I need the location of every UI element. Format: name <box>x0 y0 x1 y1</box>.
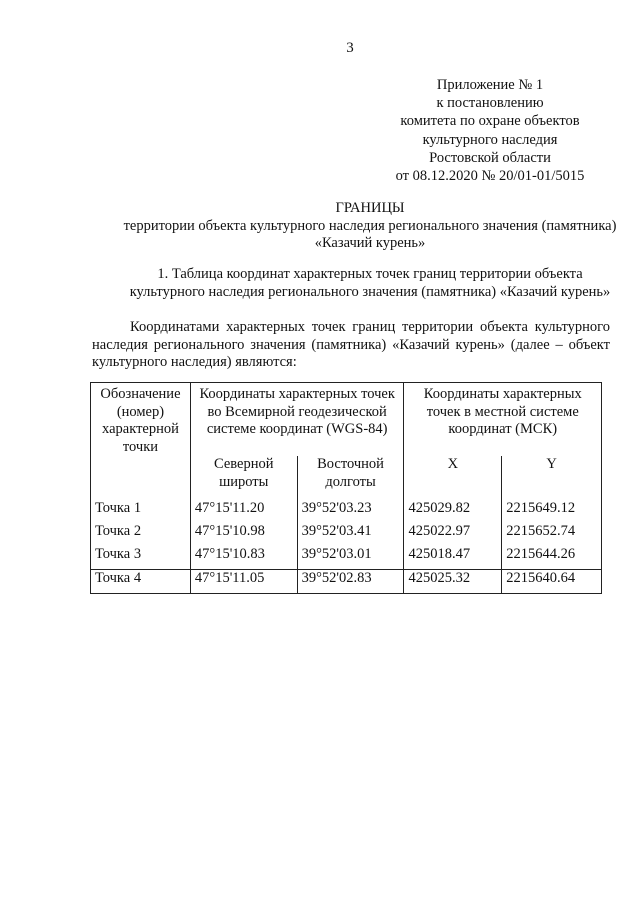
section-heading <box>40 265 640 301</box>
table-row <box>91 500 602 523</box>
y-cell: 2215640.64 <box>502 570 602 594</box>
appendix-line-6: от 08.12.2020 № 20/01-01/5015 <box>395 168 585 185</box>
section-line-2: культурного наследия регионального значения (памятника) «Казачий курень» <box>129 284 611 300</box>
latitude-cell: 47°15'11.05 <box>190 570 297 594</box>
appendix-line-5: Ростовской области <box>429 149 551 166</box>
x-cell: 425018.47 <box>404 546 502 570</box>
intro-paragraph <box>92 319 610 372</box>
header-lat: Северной широты <box>190 456 297 500</box>
latitude-cell: 47°15'10.83 <box>190 546 297 570</box>
appendix-line-4: культурного наследия <box>422 131 558 148</box>
title-heading: ГРАНИЦЫ <box>335 200 405 216</box>
x-cell: 425025.32 <box>404 570 502 594</box>
longitude-cell: 39°52'03.01 <box>297 546 404 570</box>
x-cell: 425022.97 <box>404 523 502 546</box>
appendix-line-3: комитета по охране объектов <box>400 113 580 130</box>
header-point: Обозначение (номер) характерной точки <box>91 383 191 501</box>
latitude-cell: 47°15'11.20 <box>190 500 297 523</box>
appendix-line-1: Приложение № 1 <box>436 77 544 93</box>
appendix-block <box>360 76 620 185</box>
document-title <box>40 200 640 253</box>
coordinates-table <box>90 382 602 594</box>
header-x: X <box>404 456 502 500</box>
point-name: Точка 2 <box>91 523 191 546</box>
point-name: Точка 3 <box>91 546 191 570</box>
page-number: 3 <box>346 40 354 56</box>
appendix-line-2: к постановлению <box>436 95 544 112</box>
intro-text: Координатами характерных точек границ территории объекта культурного наследия регионального значения (памятника) «Казачий курень» (далее – объект культурного наследия) являются: <box>92 319 610 370</box>
x-cell: 425029.82 <box>404 500 502 523</box>
header-msk: Координаты характерных точек в местной системе координат (МСК) <box>404 383 602 457</box>
y-cell: 2215644.26 <box>502 546 602 570</box>
title-line-1: территории объекта культурного наследия регионального значения (памятника) <box>123 217 617 234</box>
table-row <box>91 546 602 570</box>
longitude-cell: 39°52'02.83 <box>297 570 404 594</box>
y-cell: 2215652.74 <box>502 523 602 546</box>
y-cell: 2215649.12 <box>502 500 602 523</box>
longitude-cell: 39°52'03.41 <box>297 523 404 546</box>
header-y: Y <box>502 456 602 500</box>
title-line-2: «Казачий курень» <box>314 235 426 251</box>
table-row <box>91 523 602 546</box>
latitude-cell: 47°15'10.98 <box>190 523 297 546</box>
point-name: Точка 1 <box>91 500 191 523</box>
header-lon: Восточной долготы <box>297 456 404 500</box>
header-wgs84: Координаты характерных точек во Всемирной геодезической системе координат (WGS-84) <box>190 383 404 457</box>
point-name: Точка 4 <box>91 570 191 594</box>
table-row <box>91 570 602 594</box>
section-line-1: 1. Таблица координат характерных точек границ территории объекта <box>157 266 583 282</box>
longitude-cell: 39°52'03.23 <box>297 500 404 523</box>
